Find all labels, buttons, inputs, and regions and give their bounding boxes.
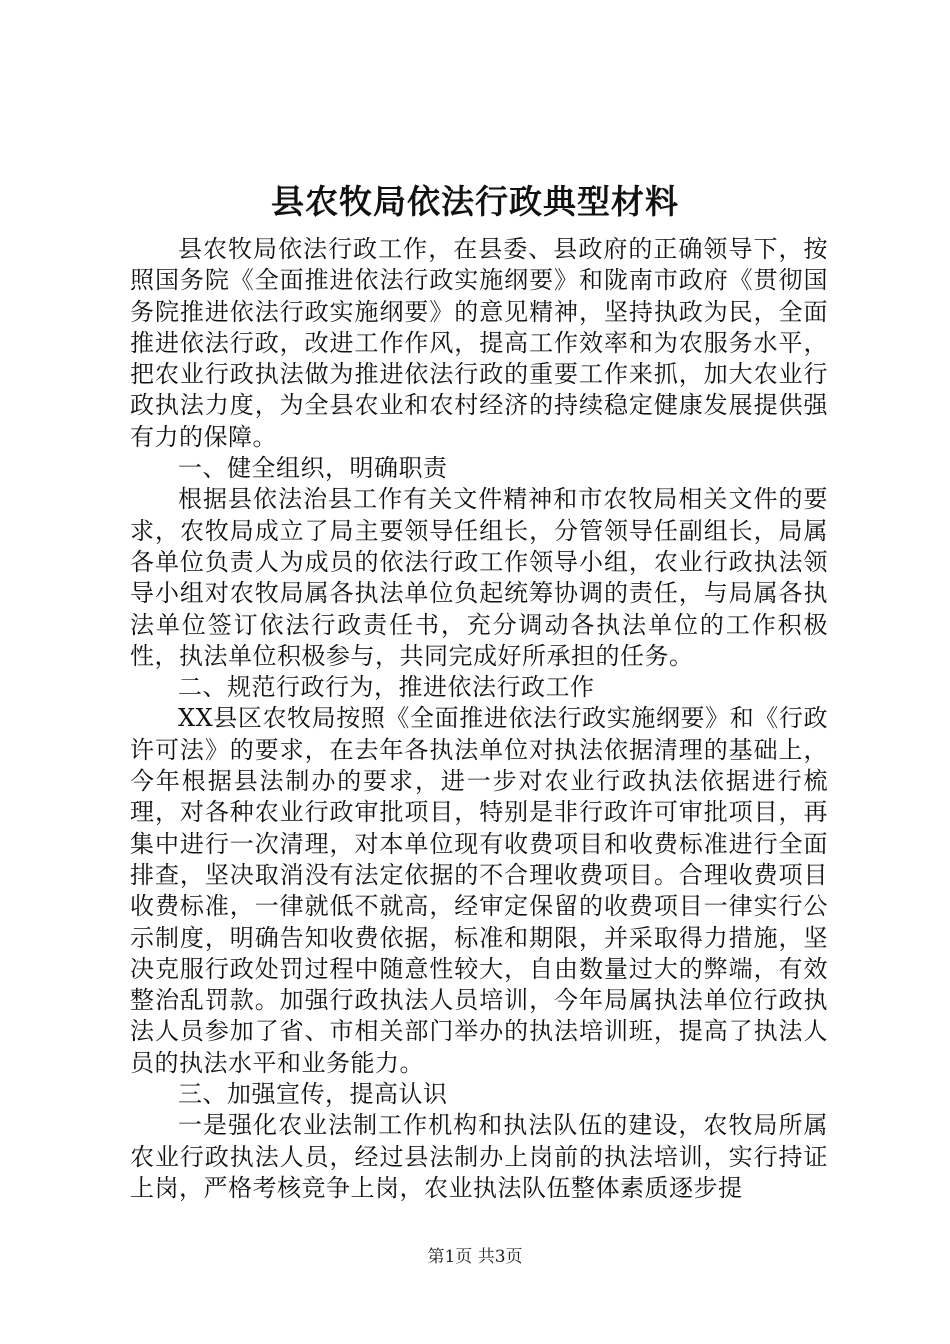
paragraph-section-2: XX县区农牧局按照《全面推进依法行政实施纲要》和《行政许可法》的要求，在去年各执法单位对执法依据清理的基础上，今年根据县法制办的要求，进一步对农业行政执法依据进行梳理，对各种农业行政审批项目，特别是非行政许可审批项目，再集中进行一次清理，对本单位现有收费项目和收费标准进行全面排查，坚决取消没有法定依据的不合理收费项目。合理收费项目收费标准，一律就低不就高，经审定保留的收费项目一律实行公示制度，明确告知收费依据，标准和期限，并采取得力措施，坚决克服行政处罚过程中随意性较大，自由数量过大的弊端，有效整治乱罚款。加强行政执法人员培训，今年局属执法单位行政执法人员参加了省、市相关部门举办的执法培训班，提高了执法人员的执法水平和业务能力。 (130, 704, 828, 1077)
document-title: 县农牧局依法行政典型材料 (271, 182, 679, 221)
paragraph-section-3: 一是强化农业法制工作机构和执法队伍的建设，农牧局所属农业行政执法人员，经过县法制办上岗前的执法培训，实行持证上岗，严格考核竞争上岗，农业执法队伍整体素质逐步提 (130, 1111, 828, 1202)
section-heading-2: 二、规范行政行为，推进依法行政工作 (178, 673, 595, 702)
paragraph-intro: 县农牧局依法行政工作，在县委、县政府的正确领导下，按照国务院《全面推进依法行政实施纲要》和陇南市政府《贯彻国务院推进依法行政实施纲要》的意见精神，坚持执政为民，全面推进依法行政，改进工作作风，提高工作效率和为农服务水平，把农业行政执法做为推进依法行政的重要工作来抓，加大农业行政执法力度，为全县农业和农村经济的持续稳定健康发展提供强有力的保障。 (130, 235, 828, 451)
section-heading-3: 三、加强宣传，提高认识 (178, 1080, 448, 1109)
page-number-footer: 第1页 共3页 (427, 1247, 523, 1267)
paragraph-section-1: 根据县依法治县工作有关文件精神和市农牧局相关文件的要求，农牧局成立了局主要领导任组长，分管领导任副组长，局属各单位负责人为成员的依法行政工作领导小组，农业行政执法领导小组对农牧局属各执法单位负起统筹协调的责任，与局属各执法单位签订依法行政责任书，充分调动各执法单位的工作积极性，执法单位积极参与，共同完成好所承担的任务。 (130, 485, 828, 670)
section-heading-1: 一、健全组织，明确职责 (178, 454, 448, 483)
document-body (130, 234, 828, 1204)
